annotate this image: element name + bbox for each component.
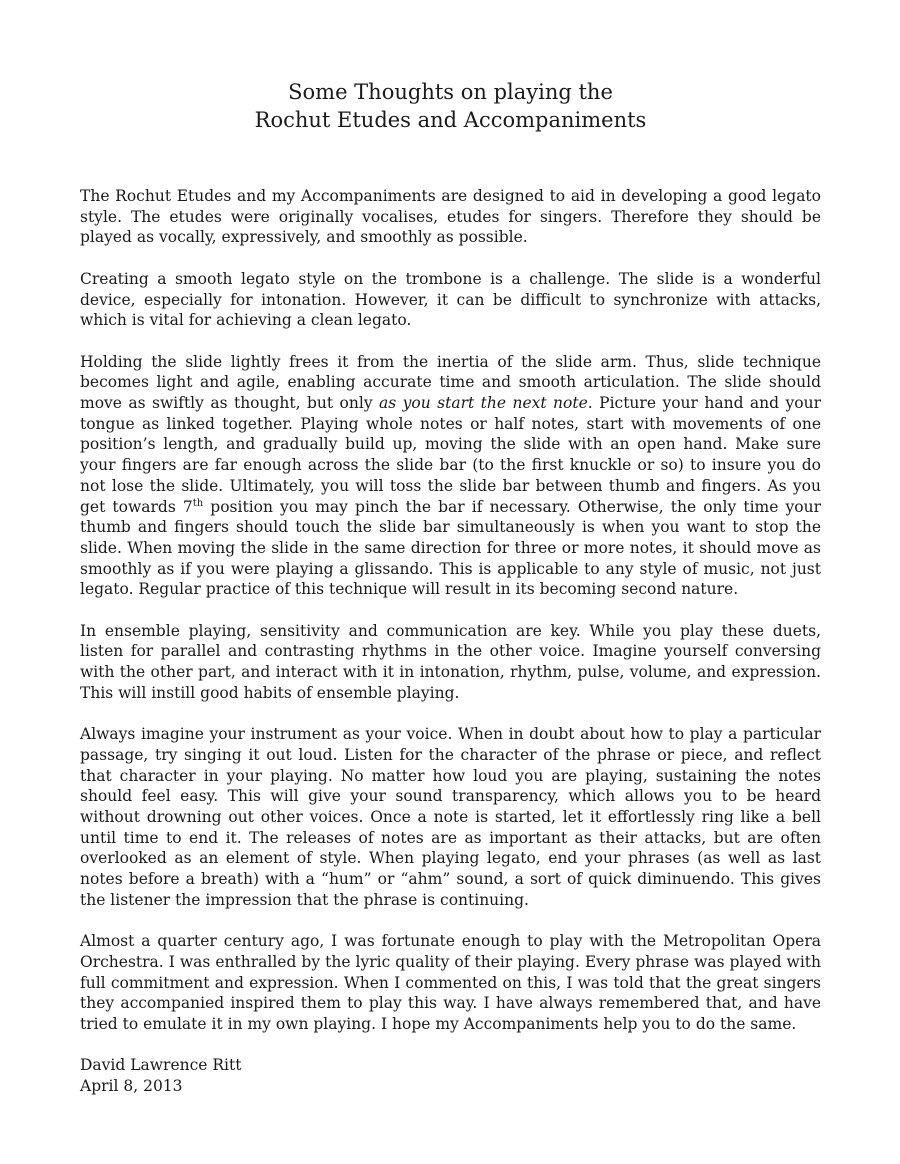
paragraph-3-italic: as you start the next note.: [379, 394, 593, 412]
signature: [80, 1055, 821, 1096]
document-page: [80, 78, 821, 1097]
paragraph-4: In ensemble playing, sensitivity and communication are key. While you play these duets, listen for parallel and contrasting rhythms in the other voice. Imagine yourself conversing with the other part, and interact with it in intonation, rhythm, pulse, volume, and expression. This will instill good habits of ensemble playing.: [80, 621, 821, 702]
paragraph-3-part-3: position you may pinch the bar if necessary. Otherwise, the only time your thumb and fingers should touch the slide bar simultaneously is when you want to stop the slide. When moving the slide in the same direction for three or more notes, it should move as smoothly as if you were playing a glissando. This is applicable to any style of music, not just legato. Regular practice of this technique will result in its becoming second nature.: [80, 497, 821, 599]
paragraph-3-part-2: Picture your hand and your tongue as linked together. Playing whole notes or half notes, start with movements of one position’s length, and gradually build up, moving the slide with an open hand. Make sure your fingers are far enough across the slide bar (to the first knuckle or so) to insure you do not lose the slide. Ultimately, you will toss the slide bar between thumb and fingers. As you get towards 7: [80, 394, 821, 516]
title-line-1: Some Thoughts on playing the: [288, 80, 613, 104]
paragraph-3-superscript: th: [192, 497, 204, 509]
signature-date: April 8, 2013: [80, 1077, 183, 1096]
paragraph-3-part-1: Holding the slide lightly frees it from the inertia of the slide arm. Thus, slide technique becomes light and agile, enabling accurate time and smooth articulation. The slide should move as swiftly as thought, but only: [80, 352, 821, 412]
paragraph-2: Creating a smooth legato style on the trombone is a challenge. The slide is a wonderful device, especially for intonation. However, it can be difficult to synchronize with attacks, which is vital for achieving a clean legato.: [80, 269, 821, 330]
title-line-2: Rochut Etudes and Accompaniments: [254, 108, 647, 132]
paragraph-3: [80, 352, 821, 600]
signature-name: David Lawrence Ritt: [80, 1056, 242, 1075]
paragraph-1: The Rochut Etudes and my Accompaniments are designed to aid in developing a good legato style. The etudes were originally vocalises, etudes for singers. Therefore they should be played as vocally, expressively, and smoothly as possible.: [80, 187, 821, 247]
document-title: [80, 78, 821, 134]
paragraph-6: Almost a quarter century ago, I was fortunate enough to play with the Metropolitan Opera Orchestra. I was enthralled by the lyric quality of their playing. Every phrase was played with full commitment and expression. When I commented on this, I was told that the great singers they accompanied inspired them to play this way. I have always remembered that, and have tried to emulate it in my own playing. I hope my Accompaniments help you to do the same.: [80, 932, 821, 1034]
paragraph-5: Always imagine your instrument as your voice. When in doubt about how to play a particular passage, try singing it out loud. Listen for the character of the phrase or piece, and reflect that character in your playing. No matter how loud you are playing, sustaining the notes should feel easy. This will give your sound transparency, which allows you to be heard without drowning out other voices. Once a note is started, let it effortlessly ring like a bell until time to end it. The releases of notes are as important as their attacks, but are often overlooked as an element of style. When playing legato, end your phrases (as well as last notes before a breath) with a “hum” or “ahm” sound, a sort of quick diminuendo. This gives the listener the impression that the phrase is continuing.: [80, 725, 821, 909]
